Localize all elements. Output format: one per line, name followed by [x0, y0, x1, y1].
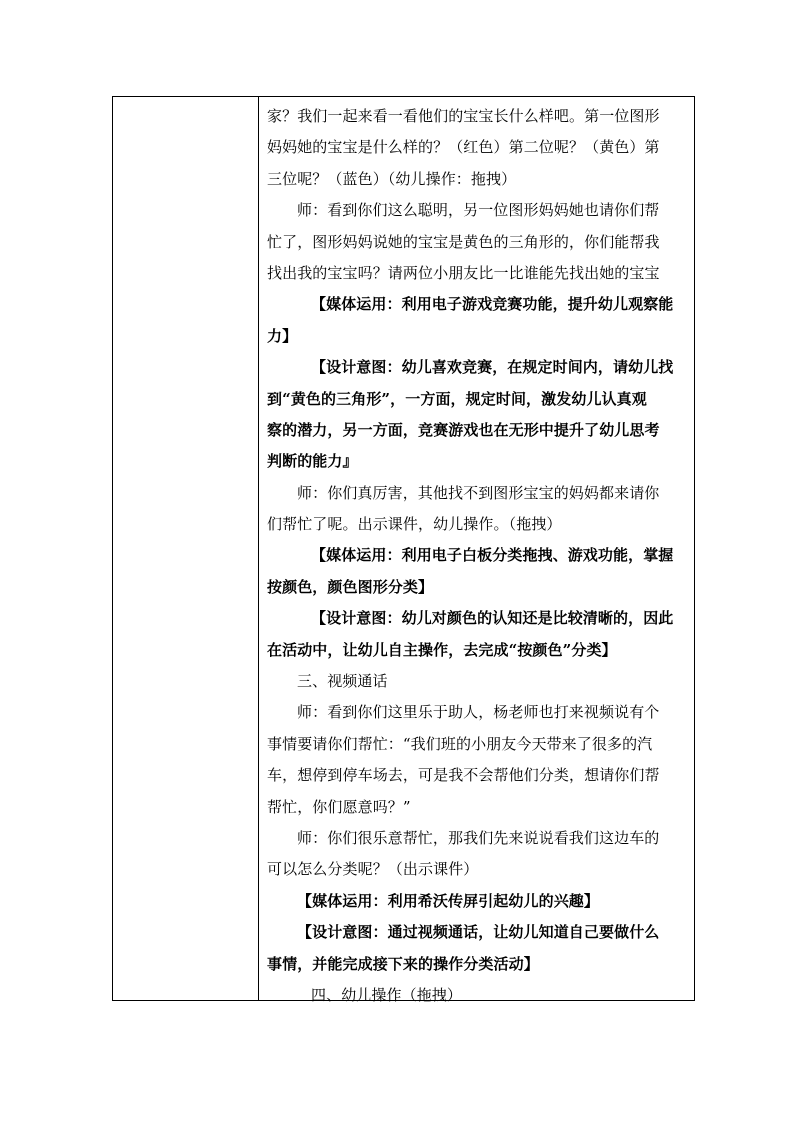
text-line: 判断的能力』 — [267, 452, 358, 471]
text-line: 可以怎么分类呢？（出示课件） — [267, 860, 479, 879]
text-line: 忙了，图形妈妈说她的宝宝是黄色的三角形的，你们能帮我 — [267, 232, 660, 251]
text-line: 在活动中，让幼儿自主操作，去完成“按颜色”分类】 — [267, 640, 617, 659]
text-line: 【媒体运用：利用电子游戏竞赛功能，提升幼儿观察能 — [311, 295, 674, 314]
text-line: 【设计意图：幼儿对颜色的认知还是比较清晰的，因此 — [311, 609, 674, 628]
text-line: 帮忙，你们愿意吗？” — [267, 797, 411, 816]
text-line: 力】 — [267, 326, 298, 345]
text-line: 妈妈她的宝宝是什么样的？（红色）第二位呢？（黄色）第 — [267, 138, 660, 157]
table-left-cell — [113, 97, 259, 1000]
text-line: 【媒体运用：利用希沃传屏引起幼儿的兴趣】 — [297, 891, 600, 910]
text-line: 三、视频通话 — [297, 672, 388, 691]
text-line: 师：你们很乐意帮忙，那我们先来说说看我们这边车的 — [297, 828, 660, 847]
text-line: 四、幼儿操作（拖拽） — [311, 985, 463, 1004]
text-line: 家？我们一起来看一看他们的宝宝长什么样吧。第一位图形 — [267, 107, 660, 125]
text-line: 察的潜力，另一方面，竞赛游戏也在无形中提升了幼儿思考 — [267, 420, 660, 439]
text-line: 【设计意图：幼儿喜欢竞赛，在规定时间内，请幼儿找 — [311, 358, 674, 377]
text-line: 事情，并能完成接下来的操作分类活动】 — [267, 954, 539, 973]
text-line: 师：看到你们这么聪明，另一位图形妈妈她也请你们帮 — [297, 201, 660, 220]
text-line: 车，想停到停车场去，可是我不会帮他们分类，想请你们帮 — [267, 766, 660, 785]
text-line: 师：看到你们这里乐于助人，杨老师也打来视频说有个 — [297, 703, 660, 722]
text-line: 三位呢？（蓝色）（幼儿操作：拖拽） — [267, 169, 517, 188]
text-line: 事情要请你们帮忙：“我们班的小朋友今天带来了很多的汽 — [267, 734, 653, 753]
text-line: 到“黄色的三角形”，一方面，规定时间，激发幼儿认真观 — [267, 389, 647, 408]
text-line: 按颜色，颜色图形分类】 — [267, 577, 434, 596]
text-line: 找出我的宝宝吗？请两位小朋友比一比谁能先找出她的宝宝 — [267, 263, 660, 282]
table-right-cell — [259, 97, 694, 1004]
lesson-text-block — [267, 101, 697, 1011]
text-line: 【设计意图：通过视频通话，让幼儿知道自己要做什么 — [297, 923, 660, 942]
text-line: 们帮忙了呢。出示课件，幼儿操作。（拖拽） — [267, 515, 562, 534]
text-line: 【媒体运用：利用电子白板分类拖拽、游戏功能，掌握 — [311, 546, 674, 565]
text-line: 师：你们真厉害，其他找不到图形宝宝的妈妈都来请你 — [297, 483, 660, 502]
lesson-table — [112, 96, 695, 1004]
